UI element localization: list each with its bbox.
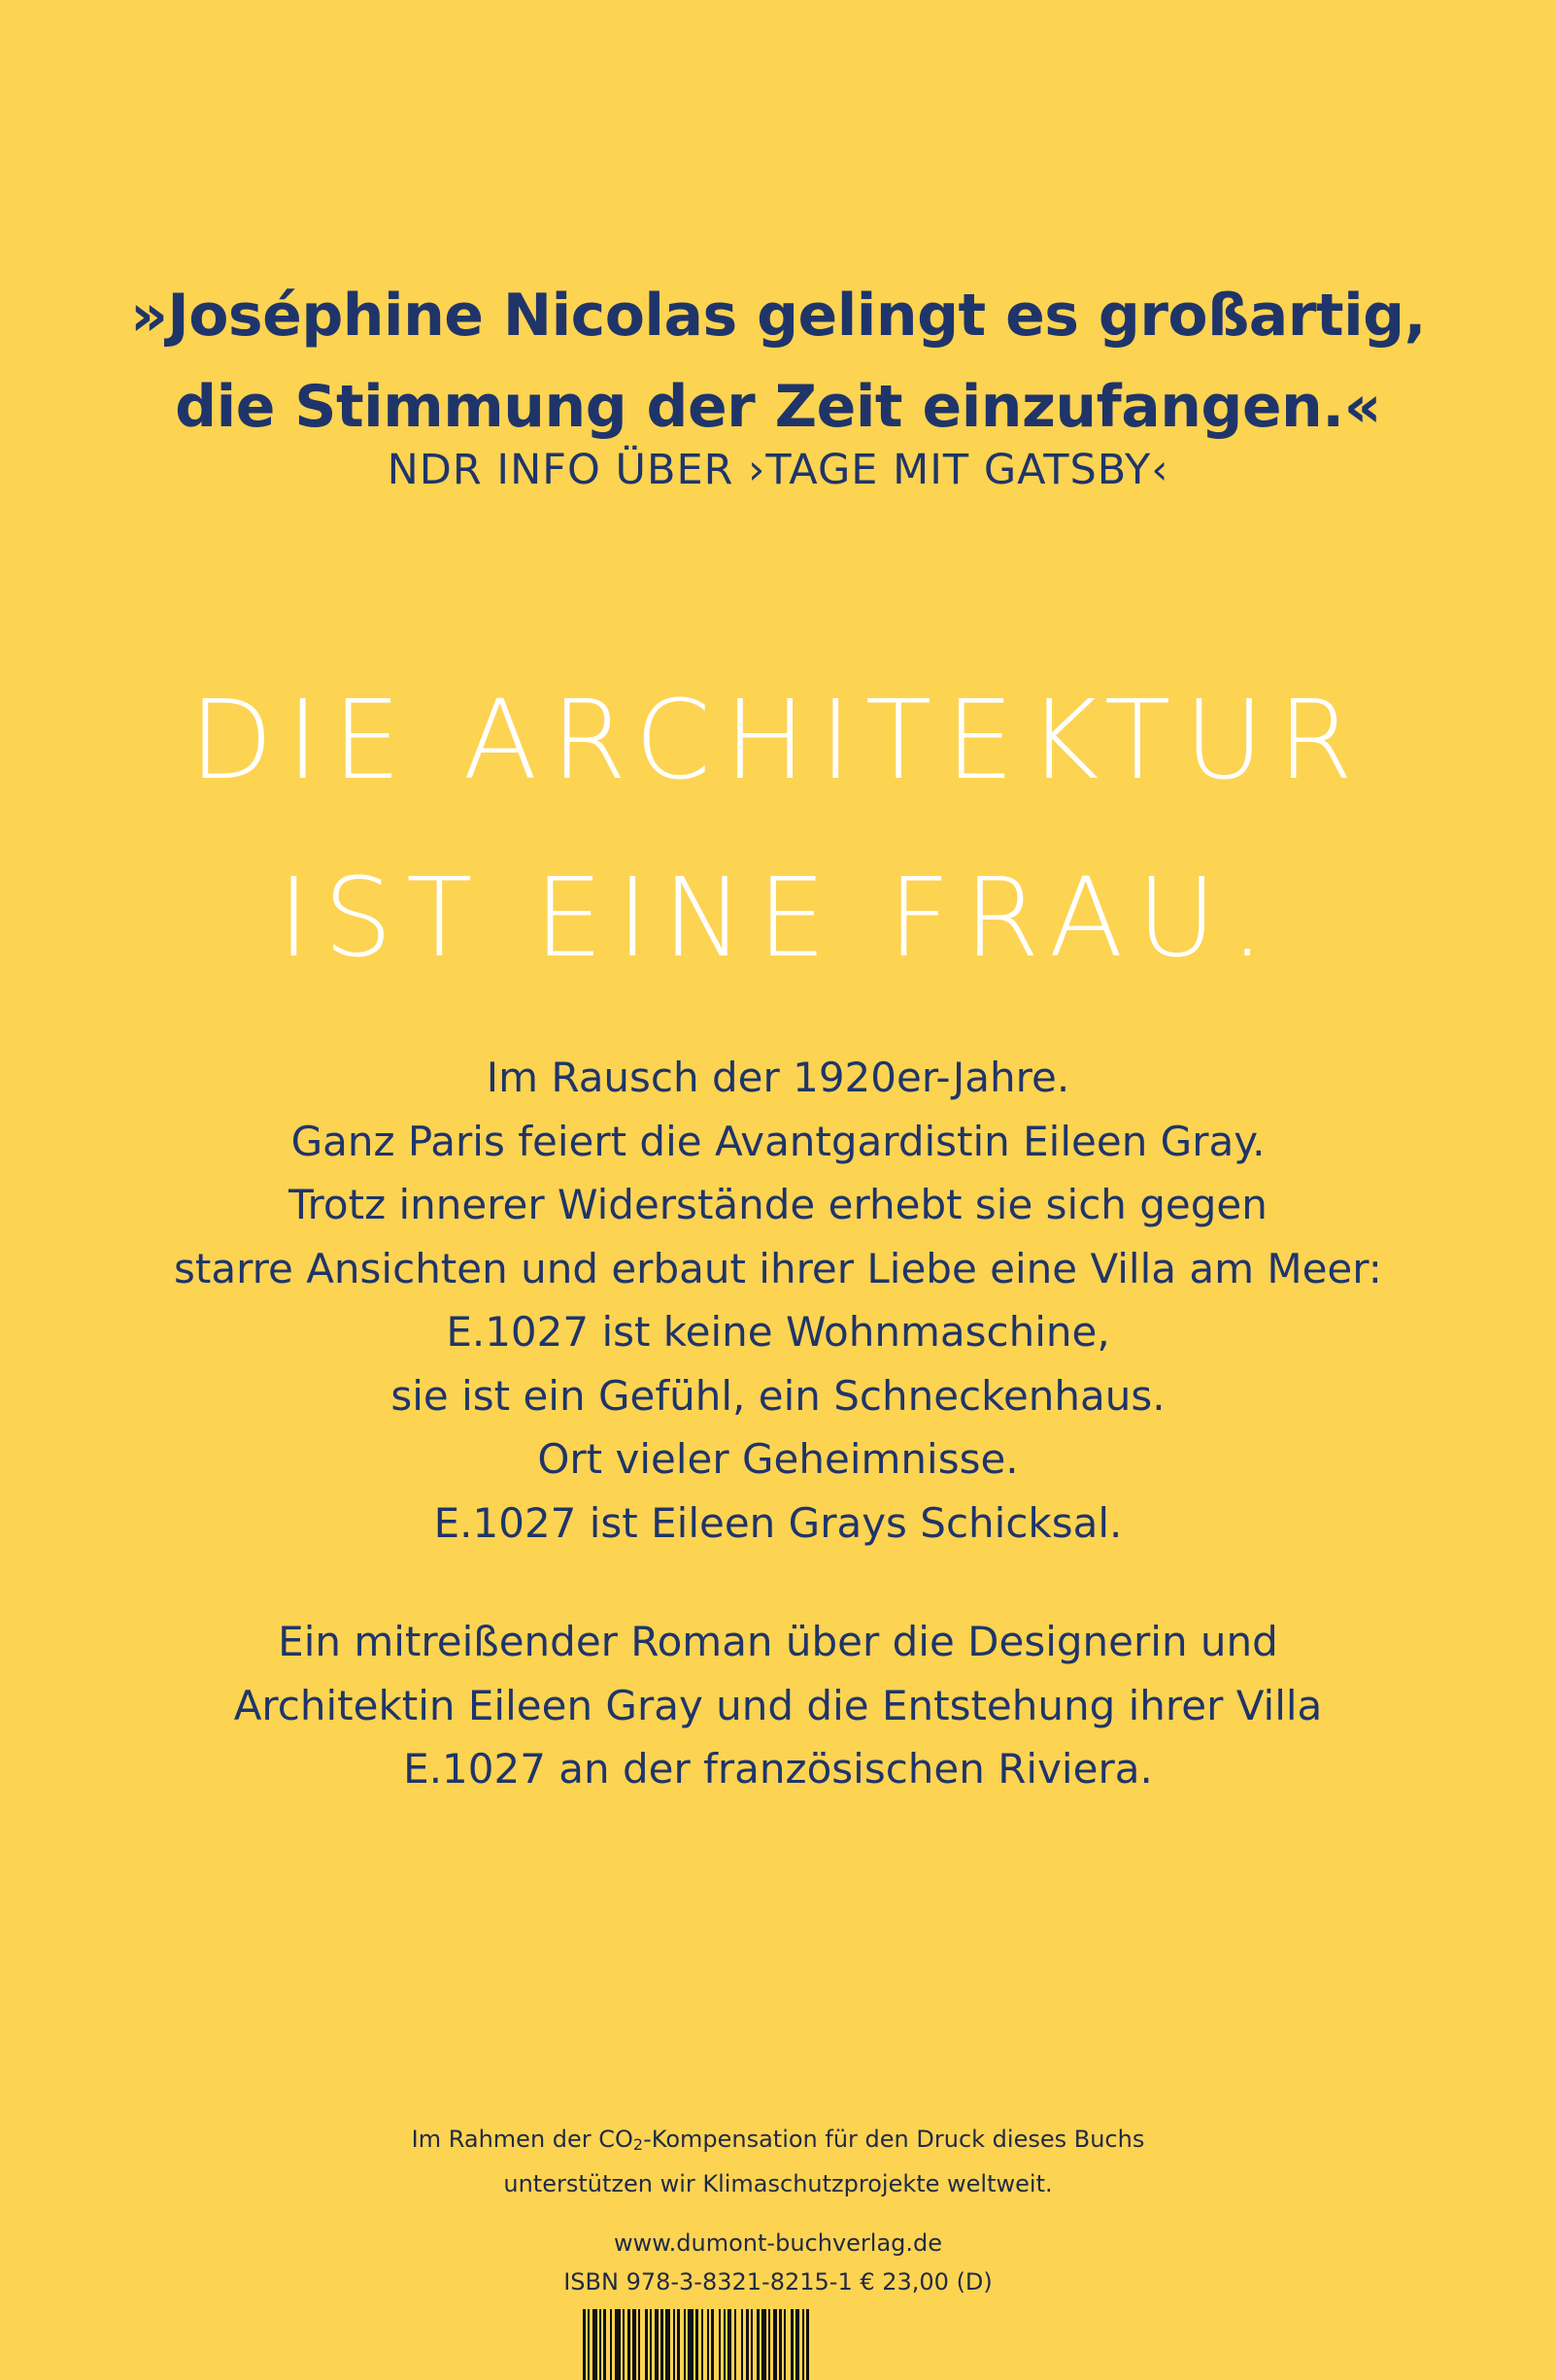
imprint	[0, 2224, 1556, 2301]
headline-line: IST EINE FRAU.	[278, 855, 1278, 982]
quote-source: NDR INFO ÜBER ›TAGE MIT GATSBY‹	[387, 446, 1169, 494]
barcode	[583, 2309, 971, 2380]
co2-compensation-note	[0, 2120, 1556, 2203]
blurb-paragraph	[0, 1046, 1556, 1555]
isbn-price: ISBN 978-3-8321-8215-1 € 23,00 (D)	[563, 2268, 993, 2296]
publisher-website: www.dumont-buchverlag.de	[613, 2229, 943, 2257]
blurb-line: Ganz Paris feiert die Avantgardistin Eileen Gray.	[290, 1117, 1266, 1165]
quote-line: »Joséphine Nicolas gelingt es großartig,	[130, 282, 1426, 350]
quote-line: die Stimmung der Zeit einzufangen.«	[175, 373, 1381, 441]
summary-paragraph	[0, 1610, 1556, 1801]
blurb-line: Ort vieler Geheimnisse.	[537, 1435, 1019, 1483]
co2-note-line	[0, 2120, 1556, 2164]
co2-note-line: unterstützen wir Klimaschutzprojekte weltweit.	[503, 2170, 1053, 2197]
blurb-line: sie ist ein Gefühl, ein Schneckenhaus.	[390, 1371, 1166, 1420]
summary-line: E.1027 an der französischen Riviera.	[403, 1745, 1153, 1793]
co2-note-text: -Kompensation für den Druck dieses Buchs	[643, 2126, 1145, 2153]
blurb-line: starre Ansichten und erbaut ihrer Liebe eine Villa am Meer:	[174, 1244, 1382, 1292]
blurb-line: Im Rausch der 1920er-Jahre.	[486, 1054, 1070, 1101]
co2-note-text: Im Rahmen der CO	[411, 2126, 633, 2153]
co2-subscript: 2	[632, 2135, 644, 2154]
review-quote	[0, 270, 1556, 453]
barcode-bar	[806, 2309, 809, 2380]
headline	[0, 653, 1556, 1008]
headline-line: DIE ARCHITEKTUR	[188, 678, 1368, 804]
summary-line: Ein mitreißender Roman über die Designerin und	[278, 1618, 1278, 1665]
blurb-line: Trotz innerer Widerstände erhebt sie sich gegen	[288, 1181, 1268, 1228]
blurb-line: E.1027 ist keine Wohnmaschine,	[446, 1308, 1110, 1356]
blurb-line: E.1027 ist Eileen Grays Schicksal.	[433, 1498, 1123, 1547]
summary-line: Architektin Eileen Gray und die Entstehung ihrer Villa	[233, 1681, 1323, 1729]
